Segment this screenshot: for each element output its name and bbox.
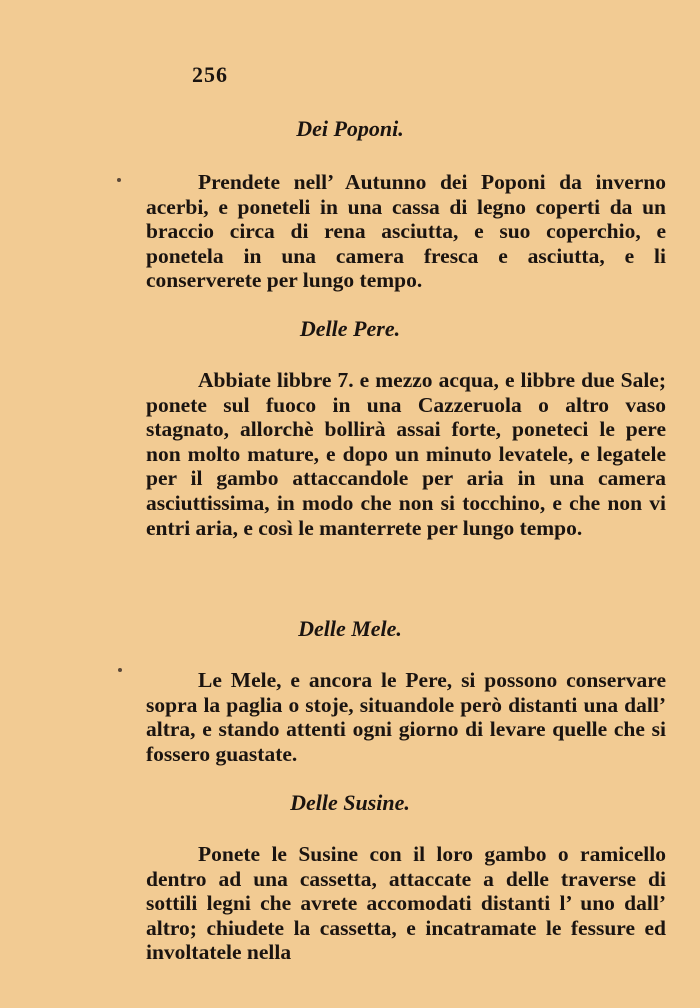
paragraph-text: Prendete nell’ Autunno dei Poponi da inverno acerbi, e poneteli in una cassa di legno coperti da un braccio circa di rena asciutta, e suo coperchio, e ponetela in una camera fresca e asciutta, e li conserverete per lungo tempo. <box>146 170 666 293</box>
paragraph-text: Le Mele, e ancora le Pere, si possono conservare sopra la paglia o stoje, situandole però distanti una dall’ altra, e stando attenti ogni giorno di levare quelle che si fossero guastate. <box>146 668 666 766</box>
paragraph-text: Ponete le Susine con il loro gambo o ramicello dentro ad una cassetta, attaccate a delle traverse di sottili legni che avrete accomodati distanti l’ uno dall’ altro; chiudete la cassetta, e incatramate le fessure ed involtatele nella <box>146 842 666 965</box>
paragraph-mele <box>146 668 666 766</box>
paragraph-susine <box>146 842 666 965</box>
heading-delle-mele: Delle Mele. <box>298 616 402 641</box>
heading-dei-poponi: Dei Poponi. <box>296 116 404 141</box>
paragraph-text: Abbiate libbre 7. e mezzo acqua, e libbre due Sale; ponete sul fuoco in una Cazzeruola o altro vaso stagnato, allorchè bollirà assai forte, poneteci le pere non molto mature, e dopo un minuto levatele, e legatele per il gambo attaccandole per aria in una camera asciuttissima, in modo che non si tocchino, e che non vi entri aria, e così le manterrete per lungo tempo. <box>146 368 666 540</box>
paragraph-poponi <box>146 170 666 293</box>
print-speck <box>117 178 121 182</box>
heading-delle-susine: Delle Susine. <box>290 790 410 815</box>
page-number: 256 <box>192 62 228 87</box>
paragraph-pere <box>146 368 666 540</box>
print-speck <box>118 668 122 672</box>
heading-delle-pere: Delle Pere. <box>299 316 401 341</box>
